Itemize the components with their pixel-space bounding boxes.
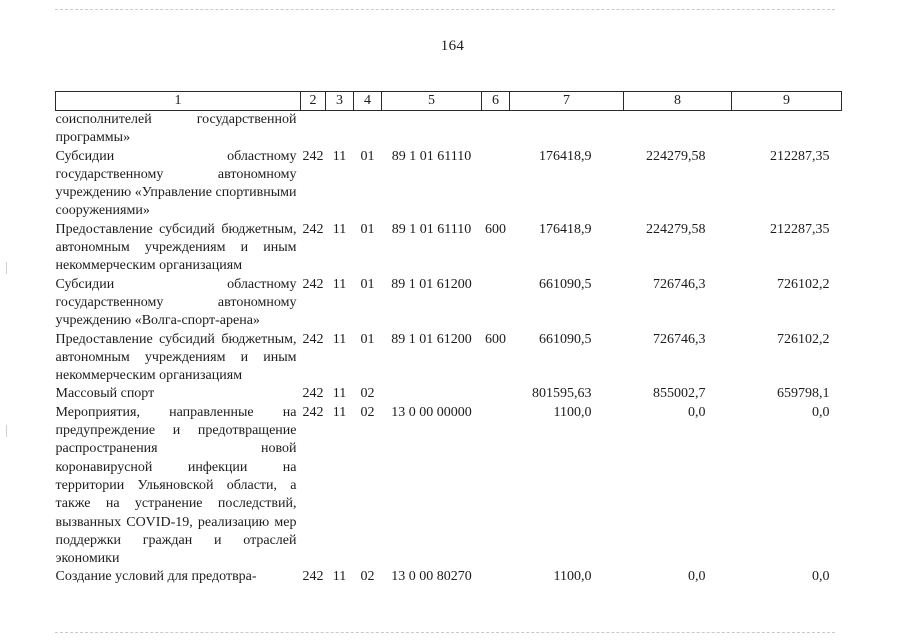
cell-ministry: 242 <box>302 221 324 237</box>
column-header: 3 <box>326 92 354 111</box>
cell-section <box>326 111 354 148</box>
cell-section: 11 <box>332 276 347 292</box>
cell-ministry: 242 <box>302 569 324 585</box>
column-header: 9 <box>732 92 842 111</box>
cell-amount-col7: 801595,63 <box>532 386 592 402</box>
cell-amount-col9: 0,0 <box>812 404 830 420</box>
cell-amount-col9: 0,0 <box>812 569 830 585</box>
cell-amount-col7: 1100,0 <box>553 569 592 585</box>
cell-amount-col9: 726102,2 <box>777 276 830 292</box>
row-name: соисполнителей государственной программы» <box>55 112 297 146</box>
cell-target-code: 89 1 01 61110 <box>391 148 472 164</box>
row-name: Массовый спорт <box>55 386 155 402</box>
row-name: Субсидии областному государственному автономному учреждению «Управление спортивными сооружениями» <box>55 148 297 219</box>
cell-amount-col9: 212287,35 <box>770 221 830 237</box>
cell-subsection: 01 <box>360 221 375 237</box>
cell-ministry: 242 <box>302 386 324 402</box>
cell-amount-col8: 726746,3 <box>653 276 706 292</box>
table-row <box>56 568 842 586</box>
margin-mark <box>6 262 7 274</box>
margin-mark <box>6 425 7 437</box>
cell-target-code: 13 0 00 80270 <box>391 569 472 585</box>
cell-expense-type <box>482 111 510 148</box>
cell-amount-col7 <box>510 111 624 148</box>
cell-amount-col7: 1100,0 <box>553 404 592 420</box>
scan-edge-top <box>55 9 835 10</box>
cell-amount-col8: 726746,3 <box>653 331 706 347</box>
cell-amount-col9: 212287,35 <box>770 148 830 164</box>
cell-subsection: 01 <box>360 276 375 292</box>
cell-section: 11 <box>332 569 347 585</box>
column-header: 7 <box>510 92 624 111</box>
cell-expense-type <box>482 568 510 586</box>
cell-subsection: 01 <box>360 331 375 347</box>
cell-target-code: 13 0 00 00000 <box>391 404 472 420</box>
cell-expense-type <box>482 148 510 221</box>
table-row <box>56 385 842 403</box>
row-name: Мероприятия, направленные на предупреждение и предотвращение распространения новой коронавирусной инфекции на территории Ульяновской области, а также на устранение последствий, вызванных COVID-19, реализацию мер поддержки граждан и отраслей экономики <box>55 404 297 567</box>
cell-amount-col9 <box>732 111 842 148</box>
cell-expense-type: 600 <box>485 221 506 237</box>
cell-expense-type <box>482 385 510 403</box>
budget-table <box>55 91 842 587</box>
cell-amount-col8 <box>624 111 732 148</box>
cell-amount-col9: 726102,2 <box>777 331 830 347</box>
cell-subsection: 02 <box>360 569 375 585</box>
cell-amount-col8: 855002,7 <box>653 386 706 402</box>
cell-amount-col7: 176418,9 <box>539 148 592 164</box>
cell-expense-type <box>482 404 510 569</box>
cell-subsection: 02 <box>360 386 375 402</box>
cell-ministry: 242 <box>302 276 324 292</box>
column-header: 6 <box>482 92 510 111</box>
row-name: Создание условий для предотвра- <box>55 569 257 585</box>
page-number: 164 <box>440 38 465 54</box>
scan-edge-bottom <box>55 632 835 633</box>
column-header: 8 <box>624 92 732 111</box>
cell-section: 11 <box>332 148 347 164</box>
cell-amount-col7: 661090,5 <box>539 276 592 292</box>
cell-target-code <box>382 385 482 403</box>
table-row <box>56 148 842 221</box>
row-name: Субсидии областному государственному автономному учреждению «Волга-спорт-арена» <box>55 276 297 329</box>
row-name: Предоставление субсидий бюджетным, автономным учреждениям и иным некоммерческим организациям <box>55 331 297 384</box>
table-row <box>56 276 842 331</box>
table-row <box>56 331 842 386</box>
cell-expense-type <box>482 276 510 331</box>
cell-section: 11 <box>332 386 347 402</box>
column-header: 4 <box>354 92 382 111</box>
table-header-row <box>56 92 842 111</box>
cell-amount-col9: 659798,1 <box>777 386 830 402</box>
cell-amount-col7: 176418,9 <box>539 221 592 237</box>
cell-subsection: 01 <box>360 148 375 164</box>
cell-amount-col8: 0,0 <box>688 404 706 420</box>
cell-ministry: 242 <box>302 148 324 164</box>
cell-target-code: 89 1 01 61200 <box>391 331 472 347</box>
column-header: 5 <box>382 92 482 111</box>
table-row <box>56 404 842 569</box>
row-name: Предоставление субсидий бюджетным, автономным учреждениям и иным некоммерческим организациям <box>55 221 297 274</box>
cell-amount-col8: 224279,58 <box>646 221 706 237</box>
cell-target-code: 89 1 01 61200 <box>391 276 472 292</box>
cell-section: 11 <box>332 221 347 237</box>
cell-ministry: 242 <box>302 404 324 420</box>
table-row <box>56 221 842 276</box>
cell-target-code <box>382 111 482 148</box>
cell-subsection <box>354 111 382 148</box>
column-header: 2 <box>301 92 326 111</box>
cell-target-code: 89 1 01 61110 <box>391 221 472 237</box>
cell-section: 11 <box>332 404 347 420</box>
column-header: 1 <box>56 92 301 111</box>
cell-ministry <box>301 111 326 148</box>
cell-amount-col8: 224279,58 <box>646 148 706 164</box>
cell-section: 11 <box>332 331 347 347</box>
table-row <box>56 111 842 148</box>
cell-ministry: 242 <box>302 331 324 347</box>
cell-amount-col7: 661090,5 <box>539 331 592 347</box>
cell-amount-col8: 0,0 <box>688 569 706 585</box>
cell-expense-type: 600 <box>485 331 506 347</box>
cell-subsection: 02 <box>360 404 375 420</box>
